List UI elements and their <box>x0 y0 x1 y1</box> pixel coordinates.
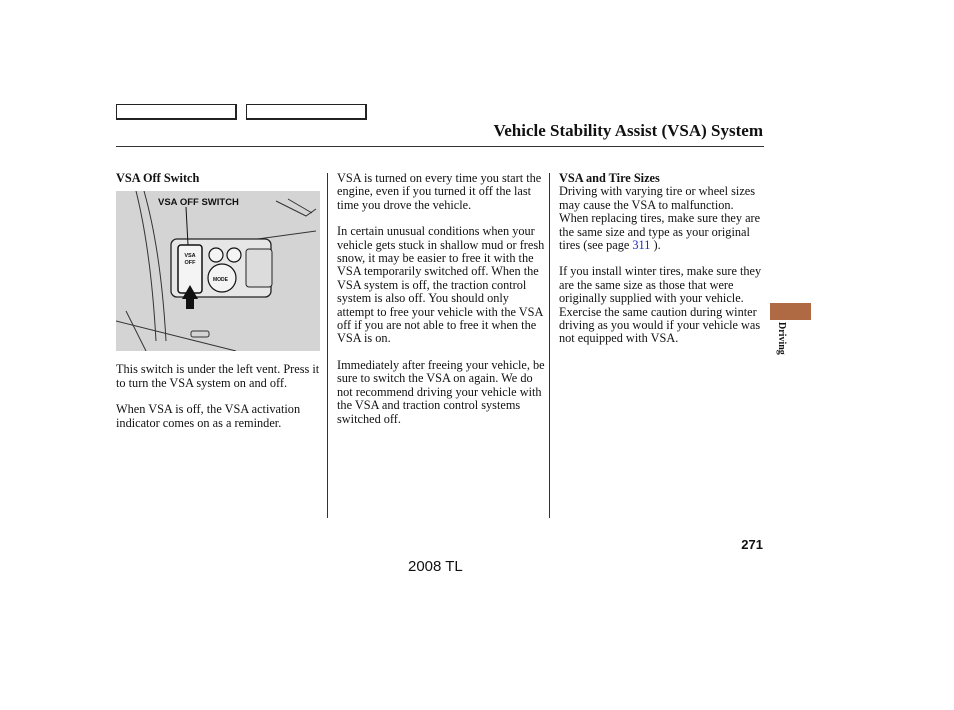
page-title: Vehicle Stability Assist (VSA) System <box>493 121 763 140</box>
vsa-switch-illustration <box>116 191 320 351</box>
page-number: 271 <box>741 537 763 552</box>
footer-model: 2008 TL <box>408 558 463 575</box>
paragraph-text: Driving with varying tire or wheel sizes may cause the VSA to malfunction. When replacing tires, make sure they are the same size and type as your original tires (see page <box>559 184 761 253</box>
section-tab <box>770 303 811 320</box>
column-2 <box>337 172 545 439</box>
mode-button-label: MODE <box>213 277 228 284</box>
title-divider <box>116 146 764 147</box>
nav-button-next[interactable] <box>246 104 367 120</box>
section-heading-vsa-off-switch: VSA Off Switch <box>116 171 200 185</box>
column-divider-2 <box>549 173 550 518</box>
paragraph: VSA is turned on every time you start the engine, even if you turned it off the last time you drove the vehicle. <box>337 171 542 212</box>
paragraph: If you install winter tires, make sure they are the same size as those that were originally supplied with your vehicle. Exercise the same caution during winter driving as you would if your vehicle was not equipped with VSA. <box>559 264 762 346</box>
page-link-311[interactable]: 311 <box>632 238 651 253</box>
paragraph <box>559 185 763 252</box>
column-3 <box>559 172 763 359</box>
nav-button-previous[interactable] <box>116 104 237 120</box>
vsa-off-button-label: VSA OFF <box>184 253 196 267</box>
paragraph: When VSA is off, the VSA activation indicator comes on as a reminder. <box>116 402 301 430</box>
section-heading-vsa-tire-sizes: VSA and Tire Sizes <box>559 171 660 185</box>
paragraph: Immediately after freeing your vehicle, be sure to switch the VSA on again. We do not recommend driving your vehicle with the VSA and traction control systems switched off. <box>337 357 545 426</box>
section-tab-label: Driving <box>776 322 787 355</box>
column-divider-1 <box>327 173 328 518</box>
figure-caption: VSA OFF SWITCH <box>158 197 239 209</box>
dashboard-drawing <box>116 191 320 351</box>
paragraph: In certain unusual conditions when your vehicle gets stuck in shallow mud or fresh snow, it may be easier to free it with the VSA temporarily switched off. When the VSA system is off, the traction control system is also off. You should only attempt to free your vehicle with the VSA off if you are not able to free it when the VSA is on. <box>337 224 545 346</box>
paragraph: This switch is under the left vent. Press it to turn the VSA system on and off. <box>116 362 320 390</box>
paragraph-text: ). <box>650 238 661 253</box>
column-1 <box>116 172 321 443</box>
